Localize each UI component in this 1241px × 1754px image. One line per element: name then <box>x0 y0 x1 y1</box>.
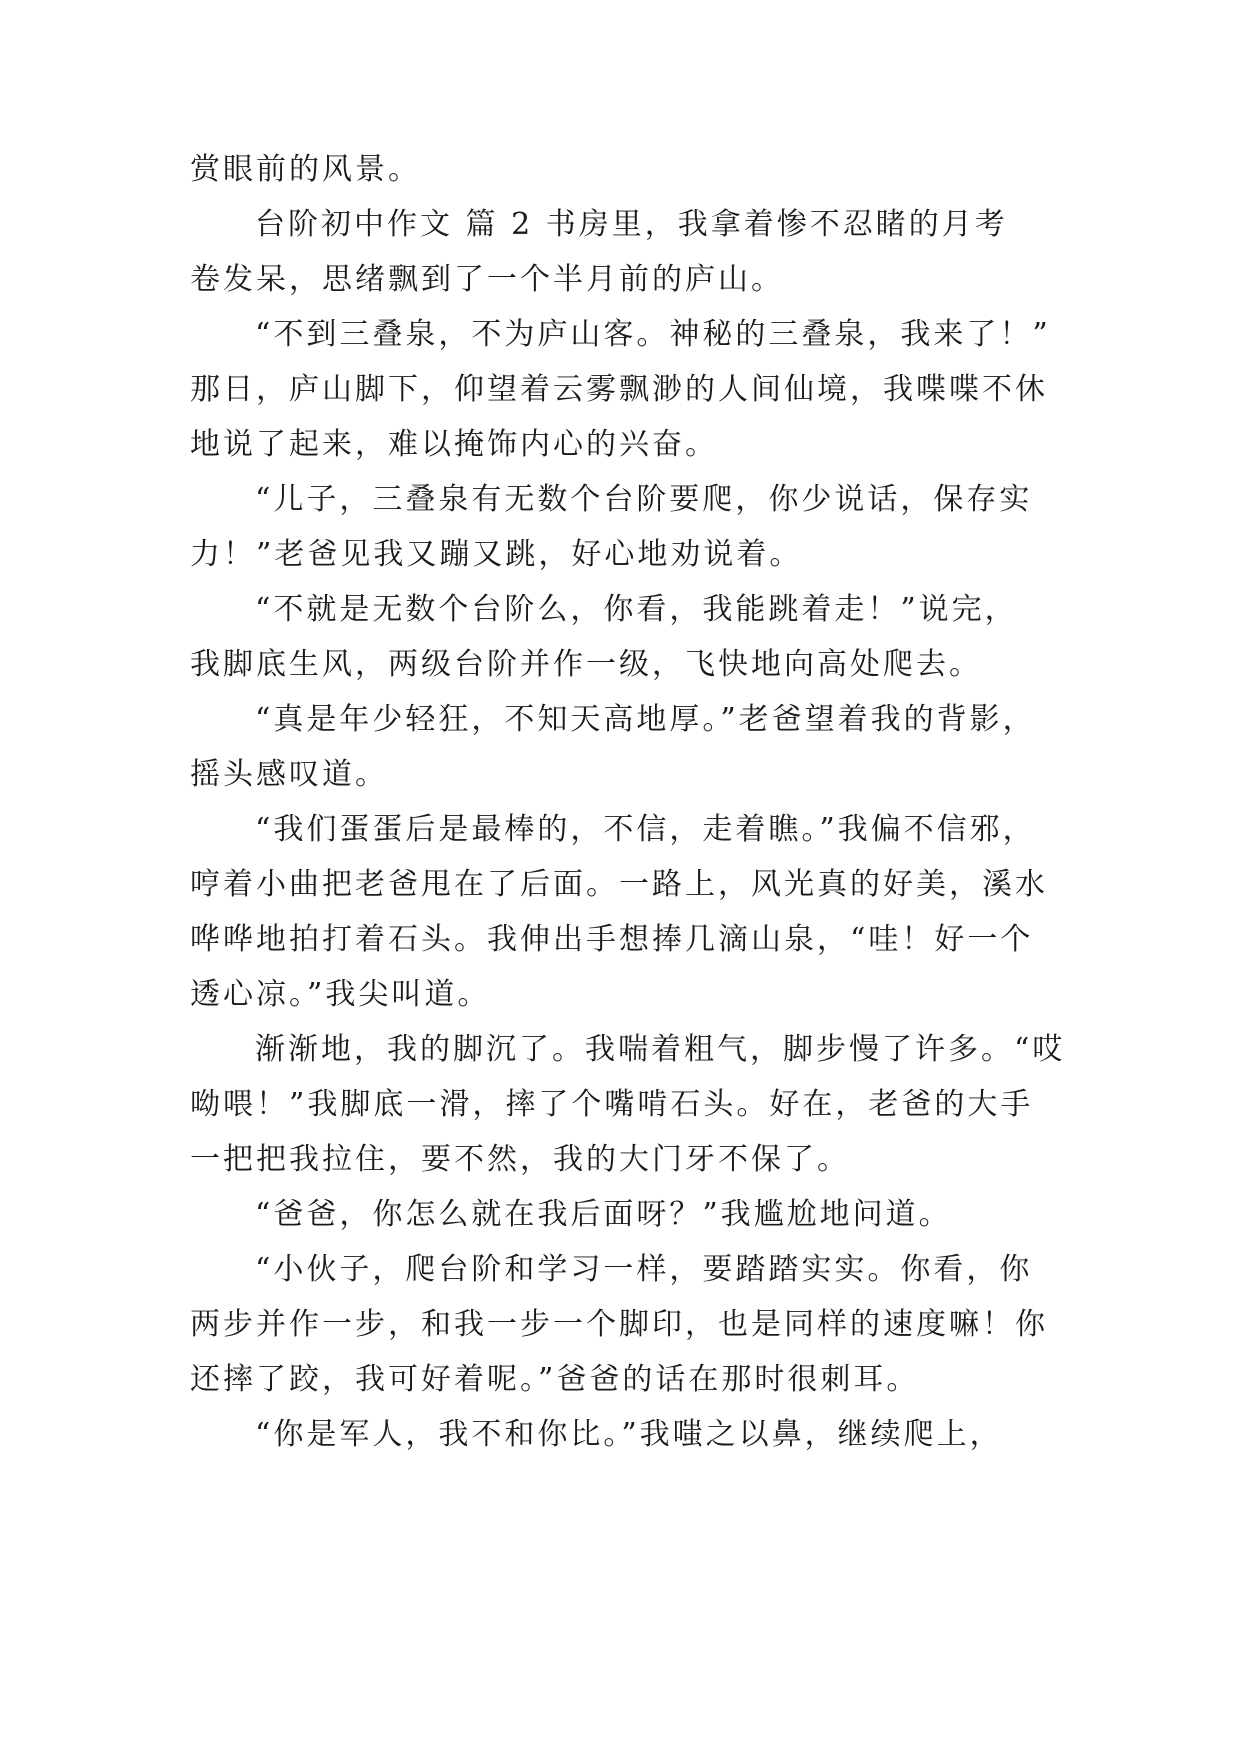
text-line: 那日，庐山脚下，仰望着云雾飘渺的人间仙境，我喋喋不休 <box>190 372 1048 407</box>
text-line-section-heading: 台阶初中作文 篇 2 书房里，我拿着惨不忍睹的月考 <box>255 207 1008 242</box>
text-line: 哗哗地拍打着石头。我伸出手想捧几滴山泉，“哇！好一个 <box>190 922 1034 957</box>
text-line: “你是军人，我不和你比。”我嗤之以鼻，继续爬上， <box>255 1417 1003 1452</box>
text-line: “不到三叠泉，不为庐山客。神秘的三叠泉，我来了！” <box>255 317 1051 352</box>
text-line: “不就是无数个台阶么，你看，我能跳着走！”说完， <box>255 592 1018 627</box>
text-line: 地说了起来，难以掩饰内心的兴奋。 <box>190 427 718 462</box>
text-line: “小伙子，爬台阶和学习一样，要踏踏实实。你看，你 <box>255 1252 1033 1287</box>
text-line: “儿子，三叠泉有无数个台阶要爬，你少说话，保存实 <box>255 482 1033 517</box>
text-line: 我脚底生风，两级台阶并作一级，飞快地向高处爬去。 <box>190 647 982 682</box>
text-line: “爸爸，你怎么就在我后面呀？”我尴尬地问道。 <box>255 1197 952 1232</box>
text-line: 渐渐地，我的脚沉了。我喘着粗气，脚步慢了许多。“哎 <box>255 1032 1066 1067</box>
text-line: 两步并作一步，和我一步一个脚印，也是同样的速度嘛！你 <box>190 1307 1048 1342</box>
text-line: 透心凉。”我尖叫道。 <box>190 977 491 1012</box>
text-line: 哼着小曲把老爸甩在了后面。一路上，风光真的好美，溪水 <box>190 867 1048 902</box>
text-line: 呦喂！”我脚底一滑，摔了个嘴啃石头。好在，老爸的大手 <box>190 1087 1034 1122</box>
text-line: 一把把我拉住，要不然，我的大门牙不保了。 <box>190 1142 850 1177</box>
text-line: 摇头感叹道。 <box>190 757 388 792</box>
text-line: “真是年少轻狂，不知天高地厚。”老爸望着我的背影， <box>255 702 1036 737</box>
text-line: 力！”老爸见我又蹦又跳，好心地劝说着。 <box>190 537 803 572</box>
text-line: 卷发呆，思绪飘到了一个半月前的庐山。 <box>190 262 784 297</box>
text-line: 还摔了跤，我可好着呢。”爸爸的话在那时很刺耳。 <box>190 1362 920 1397</box>
text-line: 赏眼前的风景。 <box>190 152 421 187</box>
text-line: “我们蛋蛋后是最棒的，不信，走着瞧。”我偏不信邪， <box>255 812 1036 847</box>
